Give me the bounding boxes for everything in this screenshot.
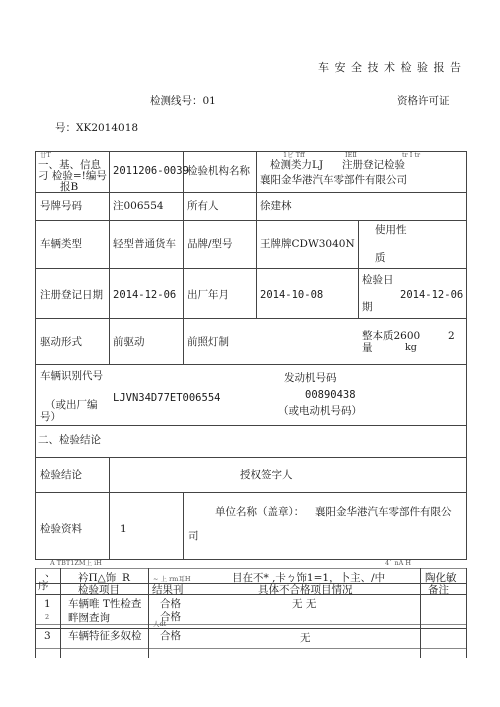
row-item: 车辆唯 T性检查 (68, 598, 142, 610)
row-result: 合格 (160, 598, 181, 610)
result-header: 结果刊 (152, 584, 184, 596)
result-label: 检验结论 (40, 469, 82, 481)
agency-reg: 注册登记检验 (342, 159, 405, 171)
small-text-right: 4` nA H (385, 559, 412, 567)
agency-small-1: 1ビ Tff (283, 151, 305, 159)
drive-label: 驱动形式 (40, 336, 82, 348)
drive-value: 前驱动 (113, 336, 145, 348)
row-detail: 无 无 (292, 598, 317, 610)
table-line (35, 628, 467, 629)
noise-heading-1: 衿Π△饰 (78, 572, 117, 584)
noise-small: ~ 上 rm耳H (153, 575, 191, 583)
table-line (35, 364, 467, 365)
table-line (35, 268, 467, 269)
license-number: 号：XK2014018 (55, 122, 139, 134)
reg-date-value: 2014-12-06 (113, 289, 177, 301)
table-line (148, 568, 149, 658)
noise-mark: 、 (45, 567, 56, 579)
row-small: 人dt (153, 620, 167, 628)
table-line (35, 492, 467, 493)
table-line (183, 151, 184, 364)
plate-label: 号牌号码 (40, 200, 82, 212)
noise-heading-2: R (122, 572, 130, 584)
inspect-date-value: 2014-12-06 (400, 289, 464, 301)
mfg-date-label: 出厂年月 (187, 289, 229, 301)
vin-value: LJVN34D77ET006554 (113, 392, 221, 404)
table-line (35, 220, 467, 221)
table-line (109, 457, 110, 559)
report-label: 报B (60, 181, 79, 193)
vin-label: 车辆识别代号 (40, 370, 103, 382)
engine-label-2: （或电动机号码） (278, 405, 362, 417)
agency-name: 襄阳金华港汽车零部件有限公司 (260, 174, 407, 186)
table-line (109, 151, 110, 364)
table-line (60, 568, 61, 658)
row-number: 1 (44, 598, 51, 610)
vehicle-type-label: 车辆类型 (40, 238, 82, 250)
unit-label: 单位名称（盖章）： (215, 506, 305, 518)
table-line (256, 151, 257, 318)
mass-label: 整本质2600 (362, 330, 421, 342)
table-line (466, 568, 467, 658)
brand-label: 品牌/型号 (187, 238, 233, 250)
material-label: 检验资料 (40, 523, 82, 535)
use-label-2: 质 (375, 252, 386, 264)
agency-type: 检测类力LJ (270, 159, 324, 171)
table-line (35, 568, 467, 569)
mass-label-3: 量 (362, 342, 373, 354)
brand-value: 王牌牌CDW3040N (260, 238, 355, 250)
row-item: 车辆特征多奴检 (68, 630, 142, 642)
report-title: 车 安 全 技 术 检 验 报 告 (318, 61, 462, 74)
table-line (35, 568, 36, 658)
signer-label: 授权签字人 (240, 469, 293, 481)
row-number-sub: 2 (45, 613, 50, 621)
report-number-label: 刁 检验=!编号 (38, 170, 107, 182)
engine-label: 发动机号码 (284, 372, 337, 384)
agency-small-3: tr Ⅰ tr (402, 151, 421, 159)
table-line (35, 457, 467, 458)
table-line (35, 151, 36, 559)
noise-right: 陶化敏 (425, 572, 457, 584)
row-result-2: 合格 (160, 611, 181, 623)
agency-label: 检验机构名称 (187, 165, 250, 177)
row-result: 合格 (160, 630, 181, 642)
vin-label-3: 号） (40, 411, 61, 423)
table-line (35, 648, 467, 649)
mfg-date-value: 2014-10-08 (260, 289, 324, 301)
row-item-2: 畔囫查询 (68, 612, 110, 624)
table-line (420, 568, 421, 658)
material-value: 1 (120, 523, 127, 535)
table-line (466, 151, 467, 559)
item-header: 检验项目 (78, 584, 120, 596)
table-line (35, 318, 467, 319)
seq-header: 序 (38, 580, 49, 592)
small-text-left: A TBT1ZM上 iH (50, 559, 102, 567)
vin-label-2: （或出厂编 (45, 399, 98, 411)
plate-value: 注006554 (113, 200, 164, 212)
owner-label: 所有人 (187, 200, 219, 212)
table-line (35, 624, 467, 625)
mass-label-2: 2 (448, 330, 455, 342)
vehicle-type-value: 轻型普通货车 (113, 238, 176, 250)
line-number: 检测线号：01 (150, 95, 216, 107)
engine-value: 00890438 (305, 389, 356, 401)
remark-header: 备注 (428, 584, 449, 596)
row-detail: 无 (300, 632, 311, 644)
inspect-date-label: 检验日 (362, 274, 394, 286)
table-line (358, 220, 359, 318)
headlamp-label: 前照灯制 (187, 336, 229, 348)
unit-name-2: 司 (188, 530, 199, 542)
agency-small-2: IEⅡ (345, 151, 357, 159)
owner-value: 徐建林 (260, 200, 292, 212)
cell-mark: 廿T (40, 151, 51, 159)
row-number: 3 (44, 630, 51, 642)
noise-middle: 目在不* ,卡ㄅ饰1=1，卜主、/中 (232, 572, 386, 584)
reg-date-label: 注册登记日期 (40, 289, 103, 301)
detail-header: 具体不合格项目情况 (258, 584, 353, 596)
table-line (183, 492, 184, 559)
unit-name: 襄阳金华港汽车零部件有限公 (315, 506, 452, 518)
inspect-date-label-2: 期 (362, 301, 373, 313)
table-line (35, 192, 467, 193)
report-number: 2011206-0039 (113, 165, 189, 177)
conclusion-title: 二、检验结论 (38, 434, 101, 446)
license-label: 资格许可证 (397, 95, 450, 107)
use-label: 使用性 (375, 224, 407, 236)
table-line (35, 425, 467, 426)
mass-unit: kg (405, 342, 417, 353)
basic-info-label: 一、基、信息 (38, 159, 101, 171)
